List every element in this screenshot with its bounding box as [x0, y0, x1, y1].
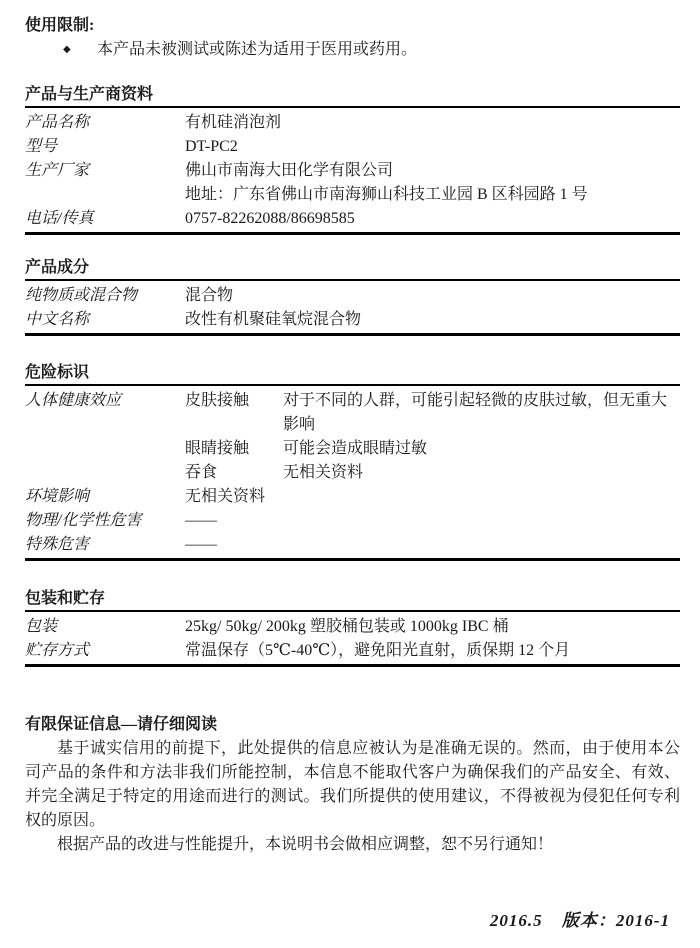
row-label: 特殊危害: [25, 536, 90, 553]
packaging-heading: 包装和贮存: [25, 590, 106, 607]
row-sublabel: 无相关资料: [185, 488, 266, 505]
table-bottom-rule: [25, 558, 680, 561]
composition-heading: 产品成分: [25, 259, 90, 276]
row-label: [25, 437, 185, 461]
bullet-indent: [25, 38, 63, 62]
row-label: [25, 461, 185, 485]
footer-date: 2016.5: [489, 911, 543, 930]
table-row: [25, 389, 680, 437]
row-label: 物理/化学性危害: [25, 512, 142, 529]
usage-restrictions-heading: 使用限制:: [25, 17, 95, 34]
table-row: [25, 284, 680, 308]
packaging-table: [25, 612, 680, 664]
row-label: [25, 183, 185, 207]
row-sublabel: ——: [185, 512, 217, 529]
row-value: [283, 509, 680, 533]
row-value: [283, 533, 680, 557]
table-row: [25, 639, 680, 663]
row-sublabel: ——: [185, 536, 217, 553]
table-row: [25, 509, 680, 533]
row-label: 电话/传真: [25, 210, 94, 227]
table-row: [25, 207, 680, 231]
product-info-heading: 产品与生产商资料: [25, 86, 154, 103]
row-label: 生产厂家: [25, 162, 90, 179]
table-row: [25, 461, 680, 485]
composition-table: [25, 281, 680, 333]
row-sublabel: 眼睛接触: [185, 440, 250, 457]
row-value: DT-PC2: [185, 138, 238, 155]
row-value: 地址：广东省佛山市南海狮山科技工业园 B 区科园路 1 号: [185, 186, 588, 203]
row-label: 型号: [25, 138, 58, 155]
row-value: 改性有机聚硅氧烷混合物: [185, 311, 362, 328]
section-warranty: [25, 713, 680, 857]
row-label: 贮存方式: [25, 642, 90, 659]
row-value: 25kg/ 50kg/ 200kg 塑胶桶包装或 1000kg IBC 桶: [185, 618, 509, 635]
section-usage-restrictions: [25, 14, 680, 62]
row-value: 0757-82262088/86698585: [185, 210, 355, 227]
hazards-heading: 危险标识: [25, 364, 90, 381]
table-bottom-rule: [25, 333, 680, 336]
table-bottom-rule: [25, 232, 680, 235]
usage-restriction-text: 本产品未被测试或陈述为适用于医用或药用。: [97, 41, 418, 58]
table-row: [25, 485, 680, 509]
row-value: 有机硅消泡剂: [185, 114, 282, 131]
row-value: 佛山市南海大田化学有限公司: [185, 162, 394, 179]
document-footer: [25, 909, 680, 933]
row-label: 包装: [25, 618, 58, 635]
footer-version: 版本：2016-1: [561, 911, 670, 930]
row-value: 无相关资料: [283, 464, 364, 481]
table-row: [25, 135, 680, 159]
diamond-bullet-icon: ◆: [63, 44, 71, 55]
row-sublabel: 吞食: [185, 464, 218, 481]
table-row: [25, 111, 680, 135]
section-product-info: [25, 85, 680, 235]
row-sublabel: 皮肤接触: [185, 392, 250, 409]
table-row: [25, 615, 680, 639]
section-hazards: [25, 363, 680, 561]
row-value: 可能会造成眼睛过敏: [283, 440, 428, 457]
warranty-paragraph: 根据产品的改进与性能提升，本说明书会做相应调整，恕不另行通知！: [57, 836, 554, 853]
warranty-heading: 有限保证信息—请仔细阅读: [25, 716, 218, 733]
row-value: 混合物: [185, 287, 234, 304]
table-row: [25, 533, 680, 557]
row-value: 常温保存（5℃-40℃），避免阳光直射，质保期 12 个月: [185, 642, 571, 659]
row-label: 人体健康效应: [25, 392, 122, 409]
product-info-table: [25, 108, 680, 232]
section-packaging: [25, 589, 680, 667]
table-row: [25, 183, 680, 207]
usage-restriction-item: [25, 38, 680, 62]
row-label: 环境影响: [25, 488, 90, 505]
row-value: 对于不同的人群，可能引起轻微的皮肤过敏，但无重大影响: [283, 392, 668, 433]
row-label: 中文名称: [25, 311, 90, 328]
section-composition: [25, 258, 680, 336]
hazards-table: [25, 386, 680, 558]
table-row: [25, 159, 680, 183]
row-label: 产品名称: [25, 114, 90, 131]
row-value: [283, 485, 680, 509]
table-row: [25, 308, 680, 332]
table-row: [25, 437, 680, 461]
table-bottom-rule: [25, 664, 680, 667]
row-label: 纯物质或混合物: [25, 287, 138, 304]
warranty-paragraph: 基于诚实信用的前提下，此处提供的信息应被认为是准确无误的。然而，由于使用本公司产品的条件和方法非我们所能控制，本信息不能取代客户为确保我们的产品安全、有效、并完全满足于特定的用途而进行的测试。我们所提供的使用建议，不得被视为侵犯任何专利权的原因。: [25, 740, 680, 829]
